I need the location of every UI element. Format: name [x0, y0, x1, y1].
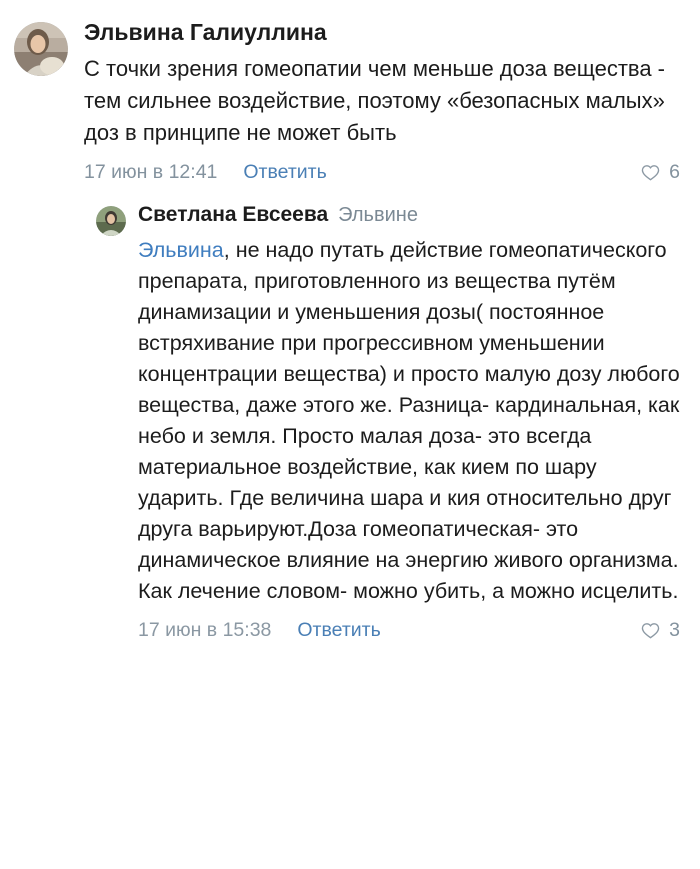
comment-meta	[138, 619, 680, 642]
avatar[interactable]	[14, 22, 68, 76]
author-line	[138, 202, 680, 228]
comment-date: 17 июн в 15:38	[138, 619, 272, 641]
avatar[interactable]	[96, 206, 126, 236]
author-line	[84, 18, 680, 46]
reply-button[interactable]: Ответить	[297, 619, 381, 641]
like-button[interactable]	[640, 162, 680, 183]
comment-meta	[84, 161, 680, 184]
addressee-name[interactable]: Эльвине	[338, 204, 418, 226]
heart-icon	[640, 620, 661, 641]
comment-body	[138, 202, 680, 642]
author-name[interactable]: Светлана Евсеева	[138, 203, 329, 226]
comment-item	[0, 202, 700, 642]
reply-button[interactable]: Ответить	[243, 161, 327, 183]
heart-icon	[640, 162, 661, 183]
comment-item	[0, 18, 700, 184]
author-name[interactable]: Эльвина Галиуллина	[84, 19, 327, 45]
comment-date: 17 июн в 12:41	[84, 161, 218, 183]
comment-text	[138, 235, 680, 607]
comment-body	[84, 18, 680, 184]
like-button[interactable]	[640, 620, 680, 641]
like-count: 3	[669, 618, 680, 641]
comment-text-rest: , не надо путать действие гомеопатического препарата, приготовленного из вещества путём динамизации и уменьшения дозы( постоянное встряхивание при прогрессивном уменьшении концентрации вещества) и просто малую дозу любого вещества, даже этого же. Разница- кардинальная, как небо и земля. Просто малая доза- это всегда материальное воздействие, как кием по шару ударить. Где величина шара и кия относительно друг друга варьируют.Доза гомеопатическая- это динамическое влияние на энергию живого организма. Как лечение словом- можно убить, а можно исцелить.	[138, 238, 680, 603]
like-count: 6	[669, 160, 680, 183]
mention-link[interactable]: Эльвина	[138, 238, 224, 262]
comment-text: С точки зрения гомеопатии чем меньше доза вещества - тем сильнее воздействие, поэтому «безопасных малых» доз в принципе не может быть	[84, 56, 666, 145]
